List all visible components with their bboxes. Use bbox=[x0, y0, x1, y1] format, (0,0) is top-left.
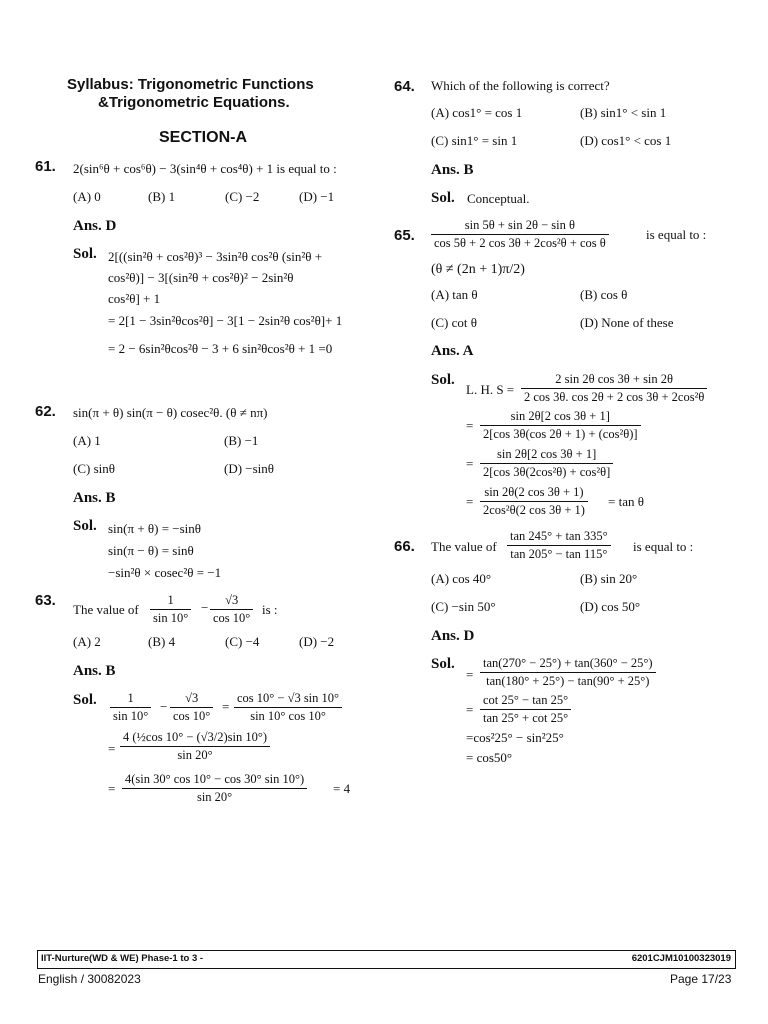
answer-label: Ans. D bbox=[431, 628, 475, 644]
fraction bbox=[110, 691, 151, 724]
denominator: sin 20° bbox=[177, 748, 213, 762]
numerator: 4 (½cos 10° − (√3/2)sin 10°) bbox=[123, 730, 268, 744]
syllabus-title: Syllabus: Trigonometric Functions bbox=[67, 76, 314, 93]
denominator: sin 10° bbox=[113, 709, 149, 723]
option-b: (B) sin 20° bbox=[580, 571, 638, 586]
denominator: tan 205° − tan 115° bbox=[510, 547, 608, 561]
option-b: (B) cos θ bbox=[580, 287, 628, 302]
option-b: (B) sin1° < sin 1 bbox=[580, 105, 667, 120]
question-tail: is : bbox=[262, 602, 278, 617]
equals-sign: = bbox=[466, 702, 474, 717]
answer-label: Ans. D bbox=[73, 218, 117, 234]
numerator: cos 10° − √3 sin 10° bbox=[237, 691, 340, 705]
question-tail: is equal to : bbox=[633, 539, 694, 554]
numerator: tan(270° − 25°) + tan(360° − 25°) bbox=[483, 656, 653, 670]
minus-sign: − bbox=[160, 699, 168, 714]
footer-course: IIT-Nurture(WD & WE) Phase-1 to 3 - bbox=[41, 953, 204, 964]
fraction bbox=[480, 693, 571, 726]
denominator: cos 10° bbox=[213, 611, 251, 625]
solution-line: cos²θ] + 1 bbox=[108, 291, 161, 306]
fraction bbox=[234, 691, 342, 724]
denominator: cos 10° bbox=[173, 709, 211, 723]
denominator: 2cos²θ(2 cos 3θ + 1) bbox=[483, 503, 585, 517]
fraction bbox=[480, 409, 641, 442]
option-a: (A) cos1° = cos 1 bbox=[431, 105, 523, 120]
numerator: sin 2θ[2 cos 3θ + 1] bbox=[497, 447, 597, 461]
option-d: (D) cos1° < cos 1 bbox=[580, 133, 672, 148]
numerator: sin 2θ(2 cos 3θ + 1) bbox=[484, 485, 584, 499]
fraction bbox=[210, 593, 253, 626]
question-number: 61. bbox=[35, 158, 56, 175]
solution-line: = cos50° bbox=[466, 750, 513, 765]
denominator: cos 5θ + 2 cos 3θ + 2cos²θ + cos θ bbox=[434, 236, 606, 250]
fraction bbox=[480, 485, 588, 518]
denominator: sin 10° bbox=[153, 611, 189, 625]
option-c: (C) cot θ bbox=[431, 315, 477, 330]
option-c: (C) −2 bbox=[225, 189, 260, 204]
lhs-label: L. H. S = bbox=[466, 382, 515, 397]
option-a: (A) tan θ bbox=[431, 287, 478, 302]
numerator: sin 2θ[2 cos 3θ + 1] bbox=[510, 409, 610, 423]
question-number: 63. bbox=[35, 592, 56, 609]
solution-line: =cos²25° − sin²25° bbox=[466, 730, 564, 745]
question-text: sin(π + θ) sin(π − θ) cosec²θ. (θ ≠ nπ) bbox=[73, 405, 268, 420]
equals-sign: = bbox=[108, 781, 116, 796]
condition: (θ ≠ (2n + 1)π/2) bbox=[431, 262, 525, 277]
denominator: sin 20° bbox=[196, 790, 233, 804]
result: = tan θ bbox=[608, 494, 644, 509]
question-lead: The value of bbox=[73, 602, 139, 617]
answer-label: Ans. B bbox=[431, 162, 474, 178]
option-a: (A) cos 40° bbox=[431, 571, 492, 586]
option-c: (C) −4 bbox=[225, 634, 260, 649]
numerator: √3 bbox=[225, 593, 239, 607]
fraction bbox=[120, 730, 270, 763]
denominator: 2[cos 3θ(2cos²θ) + cos²θ] bbox=[483, 465, 611, 479]
solution-line: sin(π + θ) = −sinθ bbox=[108, 521, 202, 536]
solution-label: Sol. bbox=[431, 372, 455, 388]
solution-line: = 2 − 6sin²θcos²θ − 3 + 6 sin²θcos²θ + 1 =0 bbox=[108, 341, 333, 356]
option-c: (C) sinθ bbox=[73, 461, 115, 476]
solution-line: Conceptual. bbox=[467, 191, 530, 206]
equals-sign: = bbox=[222, 699, 230, 714]
fraction bbox=[122, 772, 307, 805]
solution-line: cos²θ)] − 3[(sin²θ + cos²θ)² − 2sin²θ bbox=[108, 270, 294, 285]
solution-label: Sol. bbox=[431, 190, 455, 206]
solution-line: sin(π − θ) = sinθ bbox=[108, 543, 194, 558]
question-number: 66. bbox=[394, 538, 415, 555]
option-b: (B) 1 bbox=[148, 189, 176, 204]
solution-label: Sol. bbox=[73, 246, 97, 262]
question-text: 2(sin⁶θ + cos⁶θ) − 3(sin⁴θ + cos⁴θ) + 1 is equal to : bbox=[73, 161, 337, 176]
equals-sign: = bbox=[466, 667, 474, 682]
equals-sign: = bbox=[466, 456, 474, 471]
solution-line: = 2[1 − 3sin²θcos²θ] − 3[1 − 2sin²θ cos²θ]+ 1 bbox=[108, 313, 343, 328]
question-tail: is equal to : bbox=[646, 227, 707, 242]
option-a: (A) 1 bbox=[73, 433, 101, 448]
option-d: (D) cos 50° bbox=[580, 599, 641, 614]
denominator: tan 25° + cot 25° bbox=[483, 711, 569, 725]
option-c: (C) −sin 50° bbox=[431, 599, 496, 614]
denominator: 2[cos 3θ(cos 2θ + 1) + (cos²θ)] bbox=[483, 427, 638, 441]
syllabus-subtitle: &Trigonometric Equations. bbox=[98, 94, 290, 111]
footer-box bbox=[37, 950, 736, 969]
page-number: Page 17/23 bbox=[670, 972, 732, 986]
footer-code: 6201CJM10100323019 bbox=[631, 953, 731, 964]
question-number: 64. bbox=[394, 78, 415, 95]
solution-label: Sol. bbox=[73, 692, 97, 708]
numerator: sin 5θ + sin 2θ − sin θ bbox=[464, 218, 575, 232]
answer-label: Ans. A bbox=[431, 343, 474, 359]
option-d: (D) None of these bbox=[580, 315, 674, 330]
question-lead: The value of bbox=[431, 539, 497, 554]
option-c: (C) sin1° = sin 1 bbox=[431, 133, 518, 148]
question-text: Which of the following is correct? bbox=[431, 78, 610, 93]
question-number: 62. bbox=[35, 403, 56, 420]
numerator: 1 bbox=[167, 593, 174, 607]
numerator: 4(sin 30° cos 10° − cos 30° sin 10°) bbox=[125, 772, 305, 786]
option-a: (A) 2 bbox=[73, 634, 101, 649]
question-number: 65. bbox=[394, 227, 415, 244]
equals-sign: = bbox=[108, 741, 116, 756]
numerator: 2 sin 2θ cos 3θ + sin 2θ bbox=[555, 372, 674, 386]
option-d: (D) −1 bbox=[299, 189, 335, 204]
option-b: (B) −1 bbox=[224, 433, 259, 448]
answer-label: Ans. B bbox=[73, 663, 116, 679]
numerator: 1 bbox=[127, 691, 134, 705]
equals-sign: = bbox=[466, 494, 474, 509]
numerator: cot 25° − tan 25° bbox=[483, 693, 569, 707]
fraction bbox=[480, 656, 656, 689]
result: = 4 bbox=[333, 781, 351, 796]
fraction bbox=[480, 447, 613, 480]
solution-line: −sin²θ × cosec²θ = −1 bbox=[108, 565, 222, 580]
solution-label: Sol. bbox=[431, 656, 455, 672]
fraction bbox=[507, 529, 611, 562]
fraction bbox=[170, 691, 213, 724]
option-a: (A) 0 bbox=[73, 189, 101, 204]
section-heading: SECTION-A bbox=[159, 129, 247, 146]
numerator: tan 245° + tan 335° bbox=[510, 529, 608, 543]
numerator: √3 bbox=[185, 691, 199, 705]
solution-label: Sol. bbox=[73, 518, 97, 534]
option-b: (B) 4 bbox=[148, 634, 176, 649]
denominator: sin 10° cos 10° bbox=[250, 709, 326, 723]
option-d: (D) −sinθ bbox=[224, 461, 275, 476]
answer-label: Ans. B bbox=[73, 490, 116, 506]
equals-sign: = bbox=[466, 418, 474, 433]
fraction bbox=[431, 218, 609, 251]
denominator: tan(180° + 25°) − tan(90° + 25°) bbox=[486, 674, 650, 688]
option-d: (D) −2 bbox=[299, 634, 335, 649]
fraction bbox=[150, 593, 191, 626]
denominator: 2 cos 3θ. cos 2θ + 2 cos 3θ + 2cos²θ bbox=[524, 390, 705, 404]
solution-line: 2[((sin²θ + cos²θ)³ − 3sin²θ cos²θ (sin²θ + bbox=[108, 249, 323, 264]
fraction bbox=[521, 372, 707, 405]
footer-language-date: English / 30082023 bbox=[38, 972, 141, 986]
minus-sign: − bbox=[201, 600, 209, 615]
